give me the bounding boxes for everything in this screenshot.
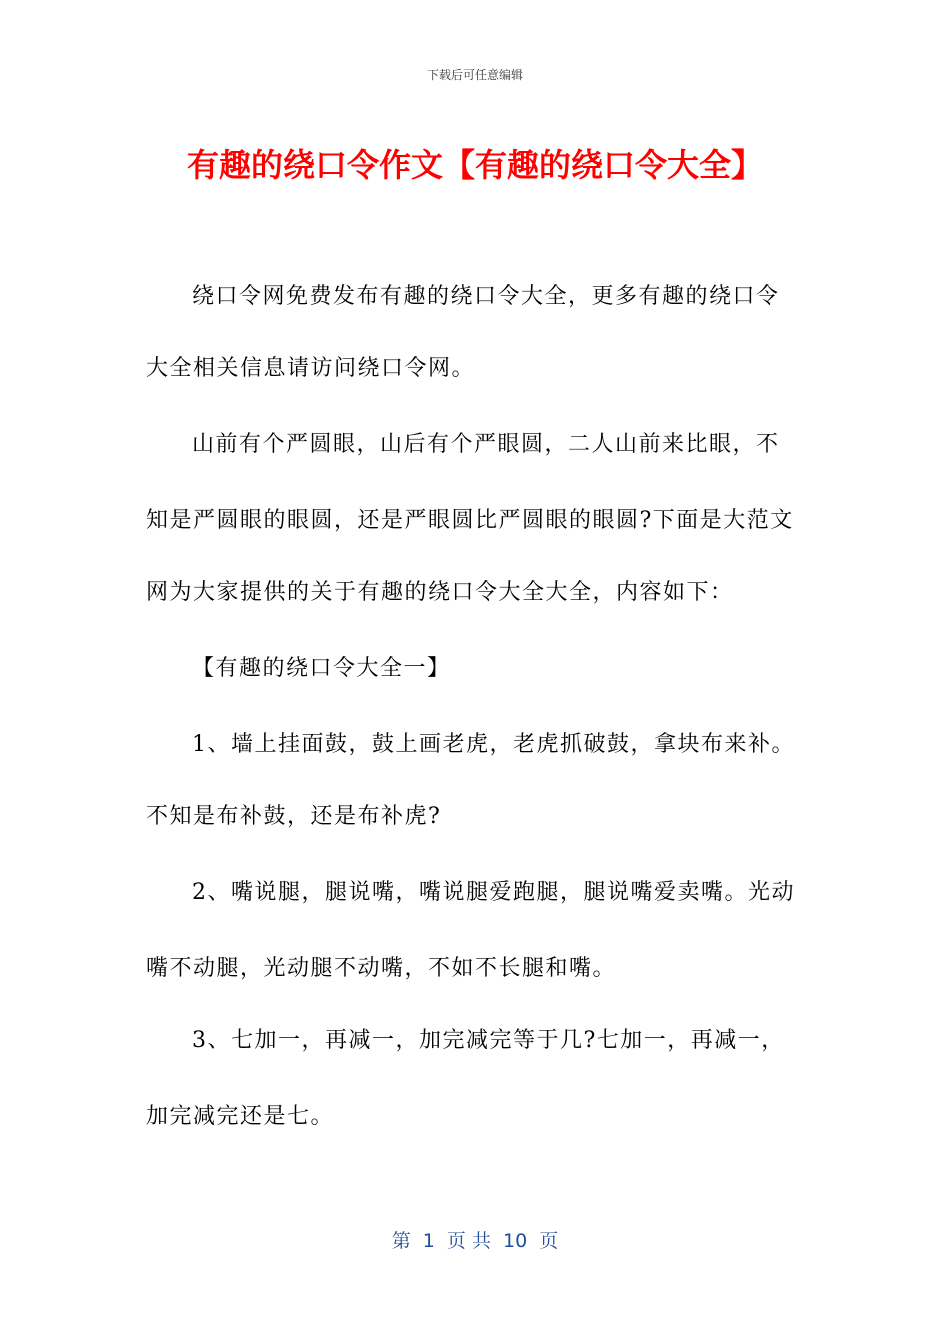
paragraph-line: 2、嘴说腿，腿说嘴，嘴说腿爱跑腿，腿说嘴爱卖嘴。光动 (192, 880, 795, 905)
paragraph-line: 网为大家提供的关于有趣的绕口令大全大全，内容如下： (146, 580, 734, 605)
section-heading: 【有趣的绕口令大全一】 (192, 656, 451, 681)
page-number-footer: 第 1 页 共 10 页 (391, 1230, 559, 1252)
header-note: 下载后可任意编辑 (426, 68, 523, 82)
paragraph-line: 知是严圆眼的眼圆，还是严眼圆比严圆眼的眼圆?下面是大范文 (146, 508, 794, 533)
paragraph-line: 加完减完还是七。 (146, 1104, 335, 1129)
paragraph-line: 3、七加一，再减一，加完减完等于几?七加一，再减一， (192, 1028, 785, 1053)
paragraph-line: 1、墙上挂面鼓，鼓上画老虎，老虎抓破鼓，拿块布来补。 (192, 732, 795, 757)
paragraph-line: 山前有个严圆眼，山后有个严眼圆，二人山前来比眼，不 (192, 432, 780, 457)
paragraph-line: 绕口令网免费发布有趣的绕口令大全，更多有趣的绕口令 (192, 284, 780, 309)
paragraph-line: 大全相关信息请访问绕口令网。 (146, 356, 476, 381)
document-title: 有趣的绕口令作文【有趣的绕口令大全】 (186, 146, 763, 184)
paragraph-line: 不知是布补鼓，还是布补虎? (146, 804, 442, 829)
paragraph-line: 嘴不动腿，光动腿不动嘴，不如不长腿和嘴。 (146, 956, 617, 981)
